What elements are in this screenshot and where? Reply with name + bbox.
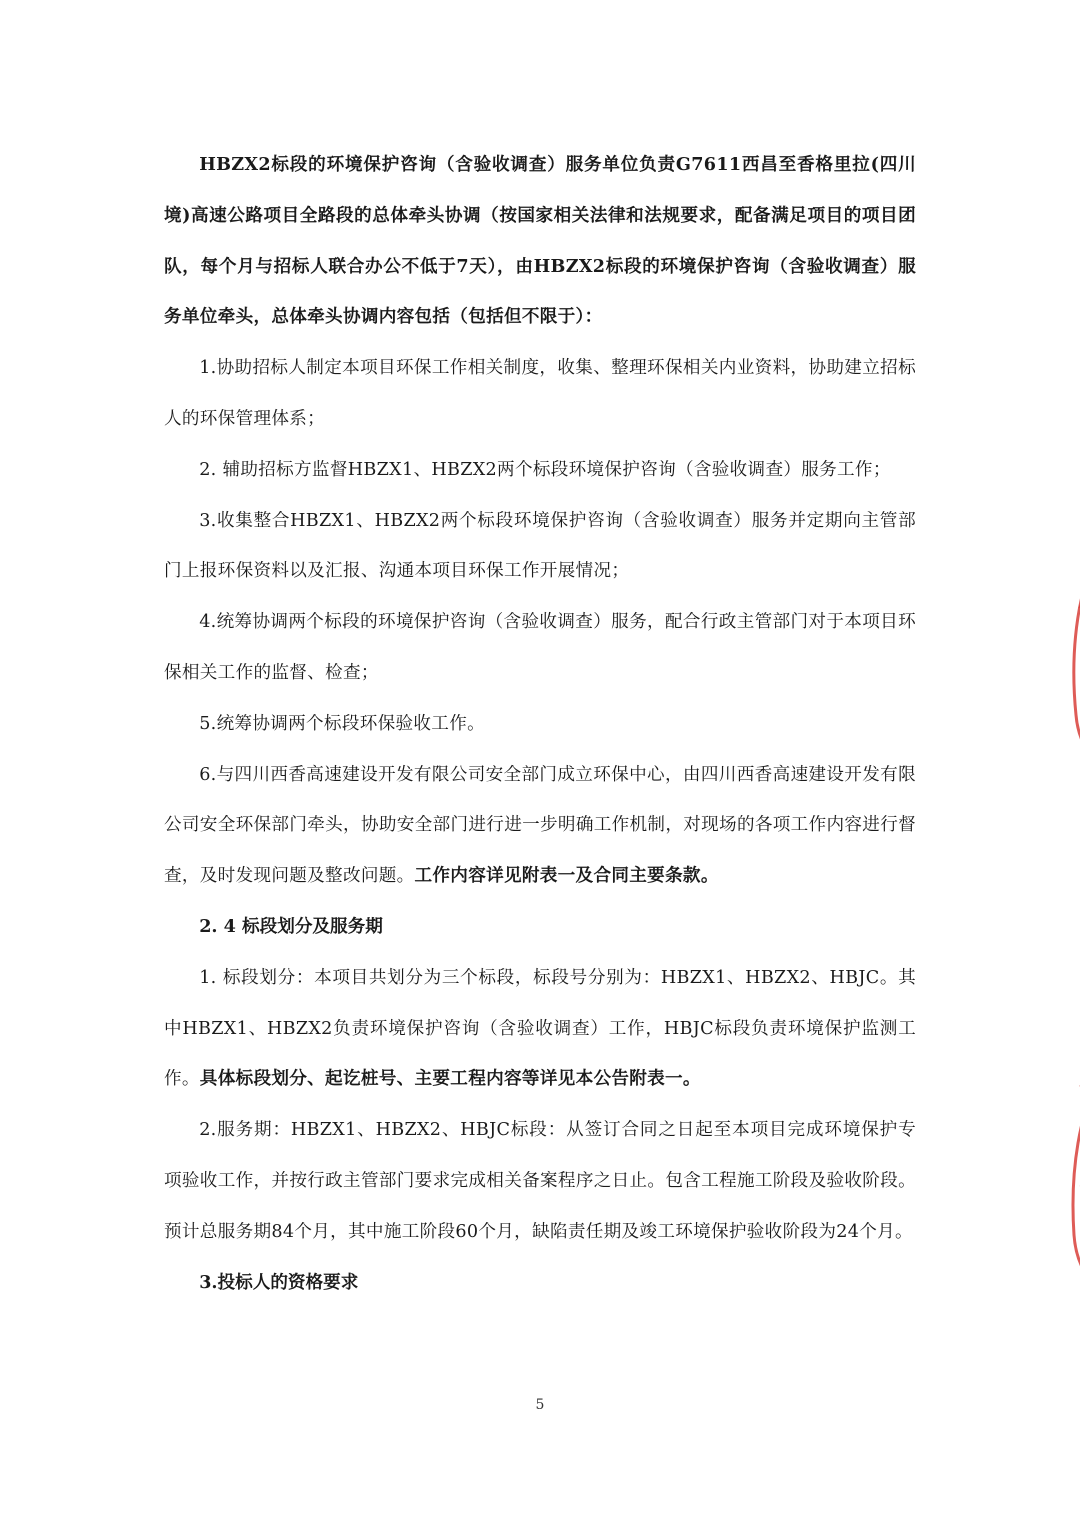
paragraph-item-6-text: 6.与四川西香高速建设开发有限公司安全部门成立环保中心，由四川西香高速建设开发有限公司安全环保部门牵头，协助安全部门进行进一步明确工作机制，对现场的各项工作内容进行督查，及时发现问题及整改问题。	[164, 764, 916, 887]
paragraph-item-6-bold: 工作内容详见附表一及合同主要条款。	[414, 865, 719, 887]
paragraph-item-6	[164, 750, 916, 902]
paragraph-section-division-text: 1. 标段划分：本项目共划分为三个标段，标段号分别为：HBZX1、HBZX2、HBJC。其中HBZX1、HBZX2负责环境保护咨询（含验收调查）工作，HBJC标段负责环境保护监测工作。	[164, 967, 916, 1090]
seal-stamp-fragment-bottom	[1056, 1065, 1080, 1295]
paragraph-item-4: 4.统筹协调两个标段的环境保护咨询（含验收调查）服务，配合行政主管部门对于本项目环保相关工作的监督、检查；	[164, 612, 916, 683]
paragraph-item-5: 5.统筹协调两个标段环保验收工作。	[199, 713, 485, 734]
page-number: 5	[535, 1397, 545, 1413]
section-heading-3: 3.投标人的资格要求	[199, 1271, 359, 1293]
document-body	[164, 140, 916, 1308]
seal-stamp-fragment-top	[1056, 535, 1080, 775]
section-heading-2-4: 2. 4 标段划分及服务期	[199, 915, 383, 937]
paragraph-section-division-bold: 具体标段划分、起讫桩号、主要工程内容等详见本公告附表一。	[199, 1068, 701, 1090]
paragraph-coordination-intro: HBZX2标段的环境保护咨询（含验收调查）服务单位负责G7611西昌至香格里拉(四川境)高速公路项目全路段的总体牵头协调（按国家相关法律和法规要求，配备满足项目的项目团队，每个月与招标人联合办公不低于7天），由HBZX2标段的环境保护咨询（含验收调查）服务单位牵头，总体牵头协调内容包括（包括但不限于）：	[164, 154, 916, 328]
paragraph-item-3: 3.收集整合HBZX1、HBZX2两个标段环境保护咨询（含验收调查）服务并定期向主管部门上报环保资料以及汇报、沟通本项目环保工作开展情况；	[164, 510, 916, 582]
paragraph-section-division	[164, 953, 916, 1105]
paragraph-item-1: 1.协助招标人制定本项目环保工作相关制度，收集、整理环保相关内业资料，协助建立招标人的环保管理体系；	[164, 358, 916, 429]
paragraph-item-2: 2. 辅助招标方监督HBZX1、HBZX2两个标段环境保护咨询（含验收调查）服务工作；	[199, 459, 891, 480]
paragraph-service-period: 2.服务期：HBZX1、HBZX2、HBJC标段：从签订合同之日起至本项目完成环境保护专项验收工作，并按行政主管部门要求完成相关备案程序之日止。包含工程施工阶段及验收阶段。预计总服务期84个月，其中施工阶段60个月，缺陷责任期及竣工环境保护验收阶段为24个月。	[164, 1120, 916, 1242]
